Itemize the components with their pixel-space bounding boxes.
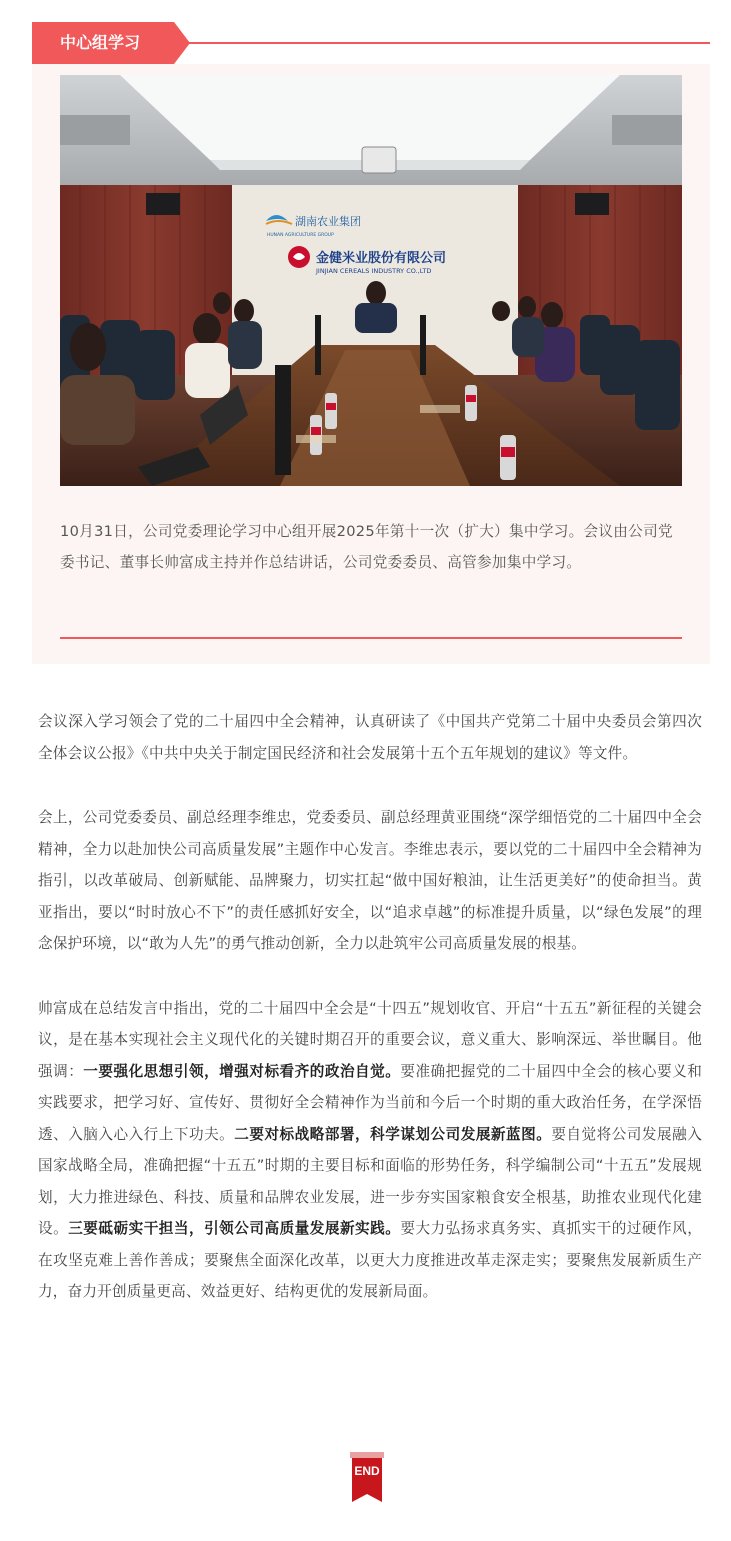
p3-text-4: 要大力弘扬求真务实、真抓实干的过硬作风，在攻坚克难上善作善成；要聚焦全面深化改革，以更大力度推进改革走深走实；要聚焦发展新质生产力，奋力开创质量更高、效益更好、结构更优的发展新局面。 [38, 1220, 702, 1300]
end-ribbon-icon [349, 1452, 385, 1504]
paragraph-3 [38, 993, 702, 1308]
section-header [32, 22, 710, 64]
article-body [38, 706, 702, 1341]
logo-company-en: JINJIAN CEREALS INDUSTRY CO.,LTD [316, 267, 432, 275]
logo-group-text: 湖南农业集团 [295, 215, 361, 228]
header-divider [187, 42, 710, 44]
p3-bold-2: 二要对标战略部署，科学谋划公司发展新蓝图。 [234, 1125, 552, 1143]
photo-card [32, 64, 710, 664]
logo-company-text: 金健米业股份有限公司 [316, 251, 447, 266]
end-label: END [354, 1464, 380, 1478]
p3-bold-1: 一要强化思想引领，增强对标看齐的政治自觉。 [83, 1062, 401, 1080]
caption-divider [60, 637, 682, 639]
p3-text-1: 帅富成在总结发言中指出，党的二十届四中全会是“十四五”规划收官、开启“十五五”新征程的关键会议，是在基本实现社会主义现代化的关键时期召开的重要会议，意义重大、影响深远、举世瞩目。他强调： [38, 999, 702, 1080]
p3-text-3: 要自觉将公司发展融入国家战略全局，准确把握“十五五”时期的主要目标和面临的形势任务，科学编制公司“十五五”发展规划，大力推进绿色、科技、质量和品牌农业发展，进一步夯实国家粮食安全根基，助推农业现代化建设。 [38, 1125, 702, 1237]
photo-caption: 10月31日，公司党委理论学习中心组开展2025年第十一次（扩大）集中学习。会议由公司党委书记、董事长帅富成主持并作总结讲话，公司党委委员、高管参加集中学习。 [60, 523, 673, 571]
p3-text-2: 要准确把握党的二十届四中全会的核心要义和实践要求，把学习好、宣传好、贯彻好全会精神作为当前和今后一个时期的重大政治任务，在学深悟透、入脑入心入行上下功夫。 [38, 1062, 702, 1143]
logo-group-en: HUNAN AGRICULTURE GROUP [267, 233, 334, 238]
meeting-photo [60, 75, 682, 486]
section-title: 中心组学习 [32, 22, 174, 64]
end-badge [349, 1452, 385, 1504]
paragraph-1: 会议深入学习领会了党的二十届四中全会精神，认真研读了《中国共产党第二十届中央委员会第四次全体会议公报》《中共中央关于制定国民经济和社会发展第十五个五年规划的建议》等文件。 [38, 713, 702, 762]
paragraph-2: 会上，公司党委委员、副总经理李维忠，党委委员、副总经理黄亚围绕“深学细悟党的二十届四中全会精神，全力以赴加快公司高质量发展”主题作中心发言。李维忠表示，要以党的二十届四中全会精神为指引，以改革破局、创新赋能、品牌聚力，切实扛起“做中国好粮油，让生活更美好”的使命担当。黄亚指出，要以“时时放心不下”的责任感抓好安全，以“追求卓越”的标准提升质量，以“绿色发展”的理念保护环境，以“敢为人先”的勇气推动创新，全力以赴筑牢公司高质量发展的根基。 [38, 809, 702, 952]
p3-bold-3: 三要砥砺实干担当，引领公司高质量发展新实践。 [68, 1220, 401, 1237]
